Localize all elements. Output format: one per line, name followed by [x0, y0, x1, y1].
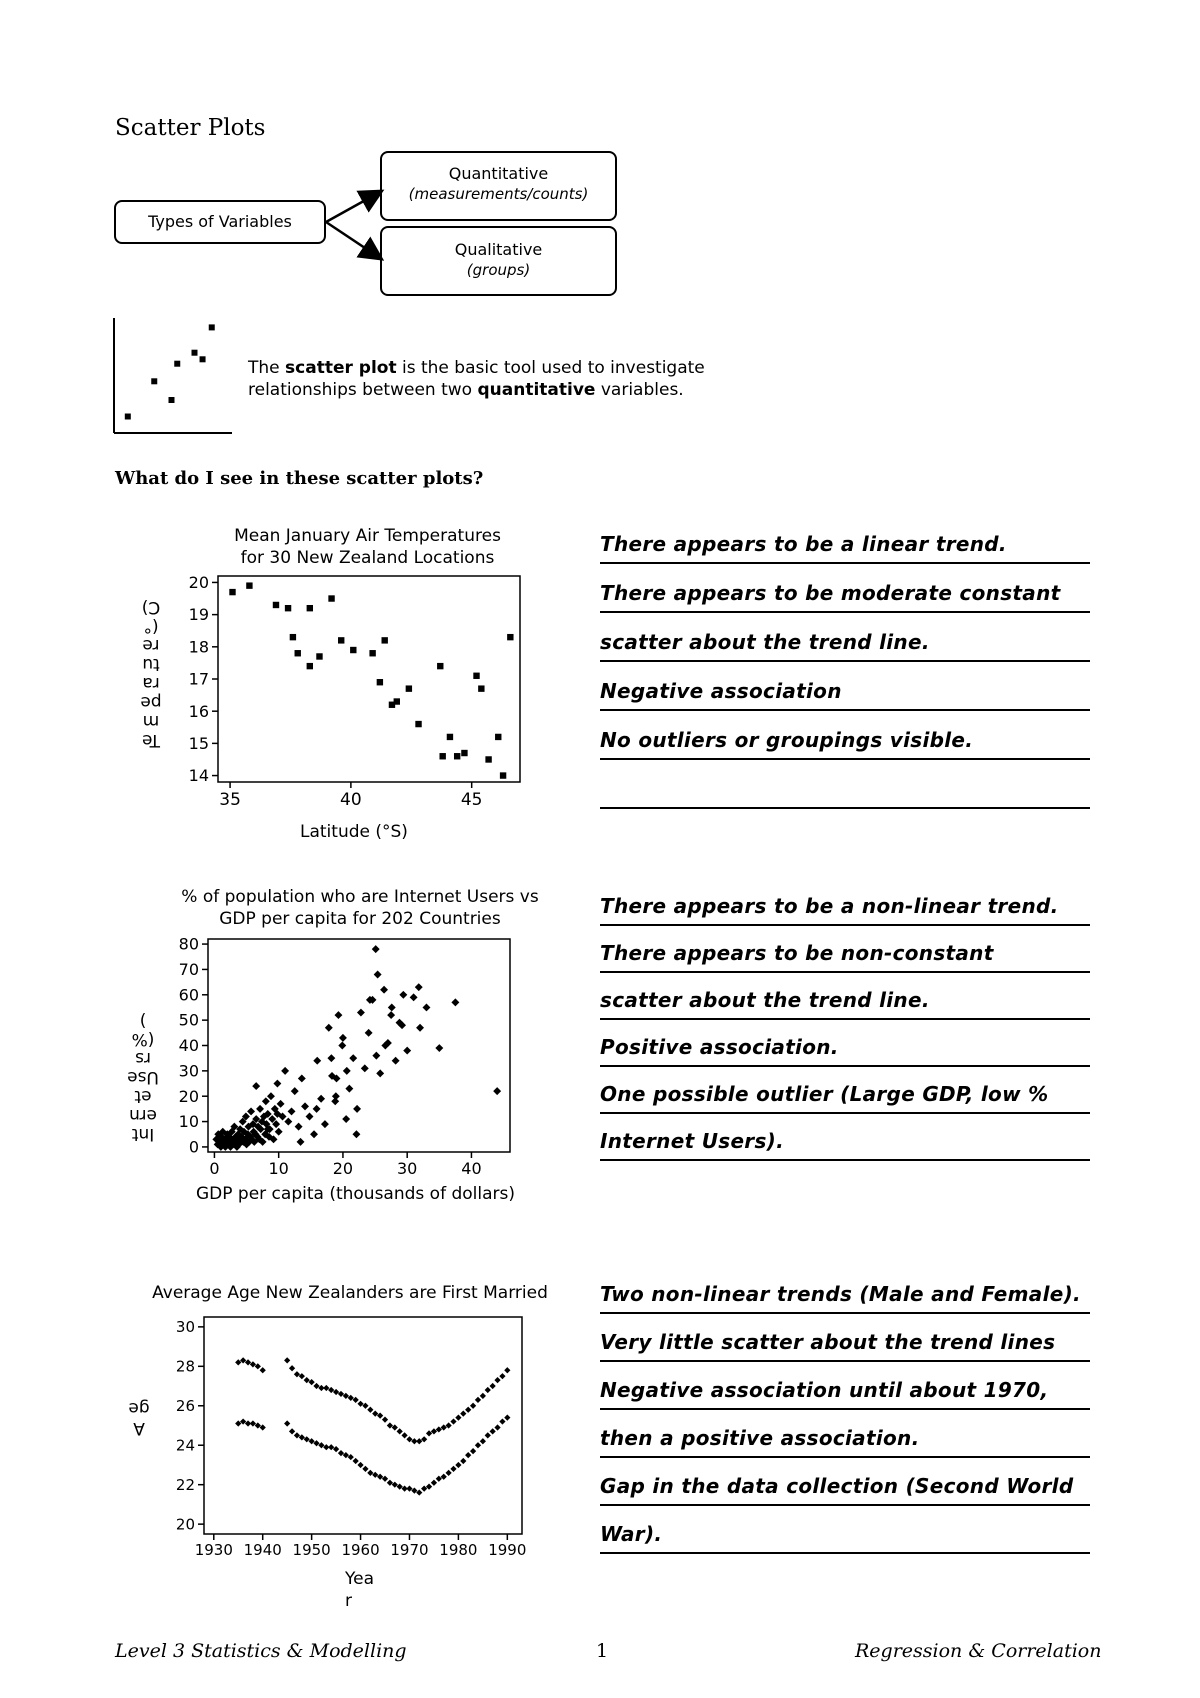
data-point [416, 1024, 424, 1032]
y-tick-label: 20 [188, 573, 209, 593]
c2-ylabel-fragment: (% [131, 1029, 155, 1049]
data-point [451, 998, 459, 1006]
data-point [306, 1113, 314, 1121]
data-point [377, 679, 383, 685]
x-tick-label: 1980 [439, 1541, 478, 1555]
qualitative-box [380, 226, 617, 296]
data-point [410, 993, 418, 1001]
y-tick-label: 14 [188, 766, 209, 786]
data-point [461, 750, 467, 756]
data-point [307, 605, 313, 611]
data-point [291, 1087, 299, 1095]
note-underline [600, 924, 1090, 926]
note-c1-line: scatter about the trend line. [600, 630, 930, 654]
data-point [478, 685, 484, 691]
data-point [343, 1067, 351, 1075]
mini-point [125, 414, 131, 420]
data-point [256, 1105, 264, 1113]
point-female [455, 1462, 461, 1468]
data-point [247, 1107, 255, 1115]
point-male [499, 1373, 505, 1379]
point-male [284, 1357, 290, 1363]
chart1-title-line2: for 30 New Zealand Locations [240, 548, 495, 568]
y-tick-label: 15 [188, 733, 209, 753]
note-underline [600, 1159, 1090, 1161]
data-point [316, 653, 322, 659]
note-c2-line: Positive association. [600, 1035, 839, 1059]
point-male [465, 1407, 471, 1413]
data-point [365, 1029, 373, 1037]
data-point [267, 1092, 275, 1100]
c1-ylabel-fragment: (° [143, 616, 159, 636]
note-underline [600, 971, 1090, 973]
note-c2-line: There appears to be non-constant [600, 941, 994, 965]
data-point [334, 1011, 342, 1019]
data-point [328, 595, 334, 601]
point-female [504, 1414, 510, 1420]
data-point [447, 734, 453, 740]
x-tick-label: 45 [460, 790, 483, 810]
mini-point [200, 356, 206, 362]
note-underline [600, 1456, 1090, 1458]
data-point [352, 1130, 360, 1138]
data-point [288, 1107, 296, 1115]
point-male [455, 1414, 461, 1420]
point-male [397, 1428, 403, 1434]
plot-frame [204, 1317, 522, 1534]
note-underline [600, 709, 1090, 711]
data-point [301, 1102, 309, 1110]
footer-left: Level 3 Statistics & Modelling [115, 1640, 407, 1662]
chart2-title-line1: % of population who are Internet Users vs [181, 887, 539, 907]
quantitative-box [380, 151, 617, 221]
point-male [382, 1416, 388, 1422]
note-c3-line: War). [600, 1522, 663, 1546]
data-point [376, 1069, 384, 1077]
data-point [435, 1044, 443, 1052]
data-point [374, 971, 382, 979]
chart2-title-line2: GDP per capita for 202 Countries [219, 909, 501, 929]
data-point [345, 1085, 353, 1093]
qualitative-subtitle: (groups) [466, 261, 531, 279]
point-female [485, 1432, 491, 1438]
mini-point [209, 324, 215, 330]
intro-scatter-plot: scatter plot [285, 358, 397, 378]
point-female [475, 1442, 481, 1448]
point-female [284, 1420, 290, 1426]
data-point [262, 1097, 270, 1105]
c1-ylabel-fragment: Te [142, 730, 160, 750]
data-point [372, 1052, 380, 1060]
note-underline [600, 1552, 1090, 1554]
note-underline [600, 562, 1090, 564]
data-point [349, 1054, 357, 1062]
footer-page-number: 1 [596, 1640, 609, 1662]
intro-text [248, 357, 705, 401]
data-point [495, 734, 501, 740]
data-point [454, 753, 460, 759]
data-point [473, 673, 479, 679]
c2-ylabel-fragment: Int [131, 1124, 155, 1144]
y-tick-label: 30 [175, 1318, 195, 1337]
point-male [475, 1397, 481, 1403]
y-tick-label: 0 [188, 1137, 199, 1157]
note-underline [600, 611, 1090, 613]
note-underline [600, 660, 1090, 662]
data-point [350, 647, 356, 653]
data-point [290, 634, 296, 640]
data-point [275, 1128, 283, 1136]
x-tick-label: 10 [268, 1159, 289, 1178]
point-female [490, 1428, 496, 1434]
point-female [460, 1458, 466, 1464]
x-tick-label: 20 [332, 1159, 354, 1178]
note-c3-line: Negative association until about 1970, [600, 1378, 1049, 1402]
data-point [339, 1034, 347, 1042]
data-point [338, 637, 344, 643]
data-point [380, 986, 388, 994]
note-underline [600, 1312, 1090, 1314]
x-tick-label: 1970 [390, 1541, 429, 1555]
point-male [480, 1393, 486, 1399]
mini-scatter-icon [112, 318, 236, 436]
y-tick-label: 22 [175, 1475, 195, 1494]
y-tick-label: 50 [178, 1010, 199, 1030]
data-point [295, 650, 301, 656]
data-point [332, 1092, 340, 1100]
intro-t4: variables. [595, 380, 684, 400]
intro-t1: The [248, 358, 286, 378]
point-female [446, 1470, 452, 1476]
y-tick-label: 26 [175, 1397, 195, 1416]
mini-point [169, 397, 175, 403]
data-point [313, 1105, 321, 1113]
data-point [284, 1118, 292, 1126]
arrow-to-qualitative [326, 222, 380, 258]
data-point [246, 582, 252, 588]
data-point [273, 602, 279, 608]
data-point [281, 1067, 289, 1075]
chart1-ylabel [140, 597, 162, 749]
data-point [388, 1004, 396, 1012]
footer-right: Regression & Correlation [855, 1640, 1102, 1662]
mini-point [174, 361, 180, 367]
chart3-xlabel-line1: Yea [345, 1569, 375, 1589]
x-tick-label: 0 [209, 1159, 220, 1178]
qualitative-title: Qualitative [454, 240, 543, 259]
data-point [353, 1105, 361, 1113]
chart1-title-line1: Mean January Air Temperatures [234, 526, 501, 546]
y-tick-label: 28 [175, 1357, 195, 1376]
chart1-xlabel: Latitude (°S) [300, 822, 408, 842]
y-tick-label: 70 [178, 960, 199, 980]
question-heading: What do I see in these scatter plots? [115, 468, 484, 489]
note-c1-line: There appears to be a linear trend. [600, 532, 1007, 556]
data-point [277, 1100, 285, 1108]
data-point [295, 1123, 303, 1131]
data-point [298, 1075, 306, 1083]
mini-point [151, 378, 157, 384]
c1-ylabel-fragment: tu [142, 654, 160, 674]
chart3-xlabel [345, 1568, 374, 1612]
data-point [439, 753, 445, 759]
data-point [485, 756, 491, 762]
point-male [289, 1365, 295, 1371]
x-tick-label: 40 [340, 790, 362, 810]
data-point [313, 1057, 321, 1065]
c2-ylabel-fragment: Use [127, 1067, 159, 1087]
x-tick-label: 35 [219, 790, 241, 810]
chart2-ylabel [126, 1010, 160, 1143]
data-point [307, 663, 313, 669]
intro-t3: relationships between two [248, 380, 478, 400]
data-point [317, 1095, 325, 1103]
c1-ylabel-fragment: C) [141, 597, 161, 617]
c1-ylabel-fragment: ra [142, 673, 160, 693]
point-female [362, 1466, 368, 1472]
point-male [460, 1411, 466, 1417]
point-male [260, 1367, 266, 1373]
c2-ylabel-fragment: ern [129, 1105, 157, 1125]
data-point [229, 589, 235, 595]
y-tick-label: 20 [175, 1515, 195, 1534]
y-tick-label: 80 [178, 934, 199, 954]
chart2-title [150, 886, 570, 930]
y-tick-label: 16 [188, 701, 209, 721]
types-of-variables-label: Types of Variables [148, 212, 292, 231]
point-female [289, 1428, 295, 1434]
point-female [431, 1480, 437, 1486]
data-point [342, 1115, 350, 1123]
point-male [490, 1383, 496, 1389]
y-tick-label: 10 [178, 1112, 199, 1132]
note-c2-line: scatter about the trend line. [600, 988, 930, 1012]
y-tick-label: 18 [188, 637, 209, 657]
y-tick-label: 60 [178, 985, 199, 1005]
y-tick-label: 30 [178, 1061, 199, 1081]
c2-ylabel-fragment: ) [139, 1010, 147, 1030]
data-point [273, 1080, 281, 1088]
data-point [493, 1087, 501, 1095]
data-point [297, 1138, 305, 1146]
c3-ylabel-fragment: ge [128, 1398, 150, 1418]
page-title: Scatter Plots [115, 115, 266, 141]
x-tick-label: 1990 [488, 1541, 527, 1555]
note-underline [600, 1112, 1090, 1114]
chart3-title: Average Age New Zealanders are First Married [152, 1283, 548, 1303]
y-tick-label: 40 [178, 1036, 199, 1056]
data-point [327, 1054, 335, 1062]
x-tick-label: 40 [461, 1159, 482, 1178]
point-male [401, 1432, 407, 1438]
x-tick-label: 1940 [243, 1541, 282, 1555]
x-tick-label: 1930 [194, 1541, 233, 1555]
data-point [252, 1082, 260, 1090]
chart2-svg [120, 925, 560, 1180]
y-tick-label: 24 [175, 1436, 195, 1455]
note-underline [600, 1360, 1090, 1362]
data-point [369, 650, 375, 656]
x-tick-label: 30 [397, 1159, 418, 1178]
note-c3-line: Very little scatter about the trend lines [600, 1330, 1056, 1354]
note-underline [600, 807, 1090, 809]
y-tick-label: 20 [178, 1086, 199, 1106]
point-female [499, 1418, 505, 1424]
y-tick-label: 19 [188, 605, 209, 625]
point-male [504, 1367, 510, 1373]
note-c1-line: Negative association [600, 679, 842, 703]
types-of-variables-box [114, 200, 326, 244]
data-point [338, 1042, 346, 1050]
quantitative-title: Quantitative [448, 164, 549, 183]
data-point [500, 772, 506, 778]
data-point [415, 721, 421, 727]
data-point [321, 1120, 329, 1128]
note-underline [600, 758, 1090, 760]
data-point [399, 991, 407, 999]
point-female [353, 1458, 359, 1464]
c2-ylabel-fragment: rs [135, 1048, 151, 1068]
mini-point [192, 350, 198, 356]
intro-t2: is the basic tool used to investigate [396, 358, 705, 378]
note-underline [600, 1018, 1090, 1020]
c2-ylabel-fragment: et [134, 1086, 152, 1106]
note-c1-line: There appears to be moderate constant [600, 581, 1061, 605]
data-point [310, 1130, 318, 1138]
data-point [372, 945, 380, 953]
point-female [450, 1466, 456, 1472]
point-female [357, 1462, 363, 1468]
point-female [480, 1438, 486, 1444]
plot-frame [218, 576, 520, 782]
y-tick-label: 17 [188, 669, 209, 689]
x-tick-label: 1960 [341, 1541, 380, 1555]
note-c2-line: There appears to be a non-linear trend. [600, 894, 1059, 918]
point-male [494, 1377, 500, 1383]
data-point [403, 1047, 411, 1055]
note-underline [600, 1065, 1090, 1067]
point-male [485, 1387, 491, 1393]
note-c3-line: Gap in the data collection (Second World [600, 1474, 1074, 1498]
intro-quantitative: quantitative [477, 380, 596, 400]
point-male [450, 1418, 456, 1424]
point-male [367, 1407, 373, 1413]
note-c1-line: No outliers or groupings visible. [600, 728, 974, 752]
data-point [394, 698, 400, 704]
note-c2-line: One possible outlier (Large GDP, low % [600, 1082, 1049, 1106]
data-point [415, 983, 423, 991]
c1-ylabel-fragment: m [142, 711, 160, 731]
point-male [470, 1403, 476, 1409]
chart1-svg [130, 560, 550, 850]
data-point [357, 1009, 365, 1017]
note-underline [600, 1408, 1090, 1410]
note-c3-line: Two non-linear trends (Male and Female). [600, 1282, 1081, 1306]
quantitative-subtitle: (measurements/counts) [408, 185, 589, 203]
data-point [382, 637, 388, 643]
point-female [470, 1448, 476, 1454]
data-point [285, 605, 291, 611]
point-female [494, 1424, 500, 1430]
data-point [406, 685, 412, 691]
chart3-xlabel-line2: r [345, 1591, 352, 1611]
data-point [387, 1011, 395, 1019]
data-point [361, 1064, 369, 1072]
chart2-xlabel: GDP per capita (thousands of dollars) [196, 1184, 515, 1204]
c3-ylabel-fragment: A [133, 1418, 145, 1438]
chart3-svg [120, 1305, 540, 1555]
note-c2-line: Internet Users). [600, 1129, 785, 1153]
point-female [465, 1452, 471, 1458]
x-tick-label: 1950 [292, 1541, 331, 1555]
arrow-to-quantitative [326, 192, 380, 222]
data-point [392, 1057, 400, 1065]
data-point [423, 1004, 431, 1012]
note-c3-line: then a positive association. [600, 1426, 920, 1450]
data-point [507, 634, 513, 640]
chart3-ylabel [128, 1398, 150, 1438]
c1-ylabel-fragment: pe [140, 692, 162, 712]
data-point [437, 663, 443, 669]
c1-ylabel-fragment: re [142, 635, 160, 655]
note-underline [600, 1504, 1090, 1506]
data-point [325, 1024, 333, 1032]
